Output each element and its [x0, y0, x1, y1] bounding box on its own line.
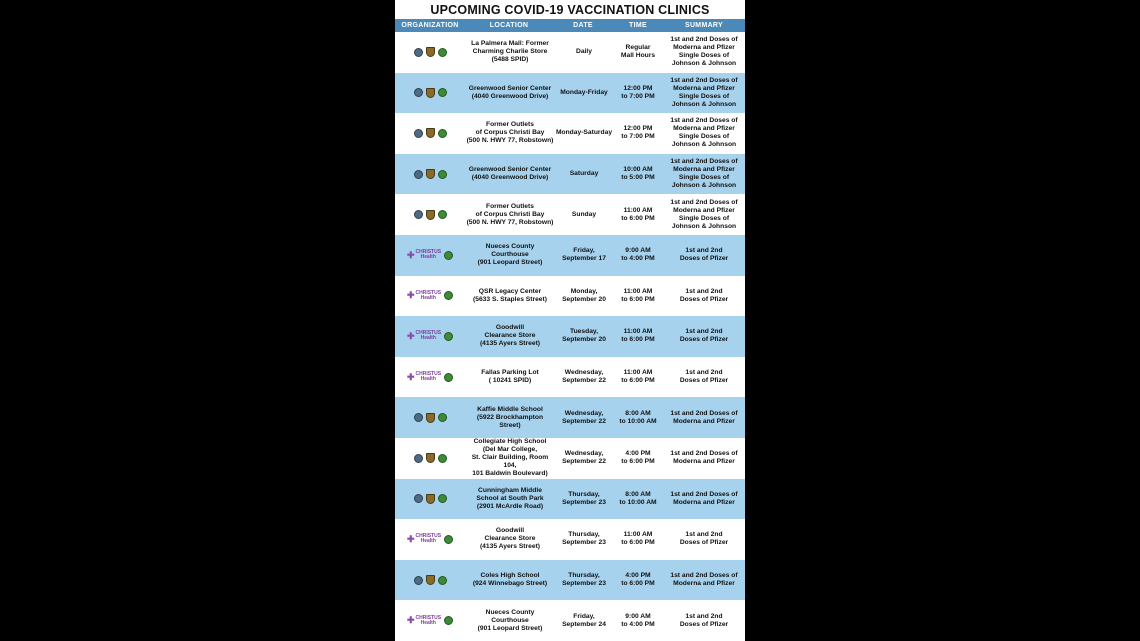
location-cell: Kaffie Middle School (5922 Brockhampton Street) [476, 405, 544, 429]
health-district-seal-icon [444, 373, 453, 382]
christus-label: CHRISTUS Health [415, 614, 442, 626]
date-cell: Monday, September 20 [562, 287, 606, 303]
vaccination-flyer [395, 0, 745, 641]
fire-dept-shield-icon [426, 453, 435, 463]
health-district-seal-icon [444, 332, 453, 341]
fire-dept-shield-icon [426, 47, 435, 57]
health-district-seal-icon [444, 251, 453, 260]
fire-dept-shield-icon [426, 88, 435, 98]
location-cell: Former Outlets of Corpus Christi Bay (500 N. HWY 77, Robstown) [466, 202, 554, 226]
summary-cell: 1st and 2nd Doses of Moderna and Pfizer [670, 450, 738, 466]
summary-cell: 1st and 2nd Doses of Pfizer [679, 247, 729, 263]
date-cell: Monday-Friday [560, 88, 608, 96]
date-cell: Thursday, September 23 [562, 490, 606, 506]
fire-dept-shield-icon [426, 575, 435, 585]
location-cell: QSR Legacy Center (5633 S. Staples Street) [473, 287, 547, 303]
location-cell: Goodwill Clearance Store (4135 Ayers Street) [479, 324, 541, 348]
summary-cell: 1st and 2nd Doses of Moderna and Pfizer [670, 409, 738, 425]
location-cell: Nueces County Courthouse (901 Leopard Street) [477, 243, 543, 267]
city-seal-icon [414, 170, 423, 179]
time-cell: 11:00 AM to 6:00 PM [621, 287, 655, 303]
christus-health-logo [407, 291, 441, 301]
christus-label: CHRISTUS Health [415, 371, 442, 383]
organization-logos [395, 235, 465, 276]
christus-health-logo [407, 250, 441, 260]
organization-logos [395, 600, 465, 641]
date-cell: Wednesday, September 22 [562, 409, 606, 425]
summary-cell: 1st and 2nd Doses of Moderna and Pfizer Single Doses of Johnson & Johnson [670, 117, 738, 149]
summary-cell: 1st and 2nd Doses of Moderna and Pfizer [670, 572, 738, 588]
organization-logos [395, 154, 465, 195]
table-row [395, 560, 745, 601]
summary-cell: 1st and 2nd Doses of Moderna and Pfizer Single Doses of Johnson & Johnson [670, 198, 738, 230]
header-date: DATE [573, 22, 593, 29]
time-cell: 4:00 PM to 6:00 PM [621, 572, 655, 588]
time-cell: 11:00 AM to 6:00 PM [621, 206, 655, 222]
table-row [395, 154, 745, 195]
location-cell: Cunningham Middle School at South Park (2901 McArdle Road) [476, 486, 544, 510]
summary-cell: 1st and 2nd Doses of Pfizer [679, 531, 729, 547]
date-cell: Thursday, September 23 [562, 572, 606, 588]
table-header [395, 19, 745, 32]
date-cell: Friday, September 17 [562, 247, 606, 263]
organization-logos [395, 397, 465, 438]
health-district-seal-icon [438, 48, 447, 57]
organization-logos [395, 316, 465, 357]
fire-dept-shield-icon [426, 128, 435, 138]
location-cell: Greenwood Senior Center (4040 Greenwood Drive) [468, 84, 552, 100]
time-cell: 8:00 AM to 10:00 AM [619, 490, 657, 506]
table-row [395, 519, 745, 560]
location-cell: Nueces County Courthouse (901 Leopard Street) [477, 608, 543, 632]
location-cell: Greenwood Senior Center (4040 Greenwood Drive) [468, 166, 552, 182]
summary-cell: 1st and 2nd Doses of Pfizer [679, 287, 729, 303]
christus-health-logo [407, 331, 441, 341]
date-cell: Thursday, September 23 [562, 531, 606, 547]
city-seal-icon [414, 494, 423, 503]
table-row [395, 600, 745, 641]
organization-logos [395, 560, 465, 601]
header-summary: SUMMARY [684, 22, 723, 29]
christus-health-logo [407, 372, 441, 382]
location-cell: Former Outlets of Corpus Christi Bay (500 N. HWY 77, Robstown) [466, 121, 554, 145]
christus-label: CHRISTUS Health [415, 330, 442, 342]
organization-logos [395, 479, 465, 520]
christus-label: CHRISTUS Health [415, 289, 442, 301]
time-cell: Regular Mall Hours [620, 44, 656, 60]
header-location: LOCATION [489, 22, 529, 29]
cross-icon: ✚ [406, 533, 415, 544]
health-district-seal-icon [438, 88, 447, 97]
city-seal-icon [414, 413, 423, 422]
christus-health-logo [407, 534, 441, 544]
fire-dept-shield-icon [426, 210, 435, 220]
health-district-seal-icon [444, 535, 453, 544]
location-cell: Goodwill Clearance Store (4135 Ayers Street) [479, 527, 541, 551]
christus-health-logo [407, 616, 441, 626]
summary-cell: 1st and 2nd Doses of Pfizer [679, 369, 729, 385]
location-cell: Coles High School (924 Winnebago Street) [472, 572, 548, 588]
time-cell: 11:00 AM to 6:00 PM [621, 369, 655, 385]
organization-logos [395, 357, 465, 398]
table-row [395, 438, 745, 479]
health-district-seal-icon [438, 454, 447, 463]
organization-logos [395, 519, 465, 560]
summary-cell: 1st and 2nd Doses of Pfizer [679, 612, 729, 628]
table-row [395, 113, 745, 154]
time-cell: 10:00 AM to 5:00 PM [621, 166, 655, 182]
health-district-seal-icon [438, 170, 447, 179]
organization-logos [395, 32, 465, 73]
date-cell: Saturday [569, 170, 599, 178]
city-seal-icon [414, 88, 423, 97]
city-seal-icon [414, 576, 423, 585]
summary-cell: 1st and 2nd Doses of Moderna and Pfizer Single Doses of Johnson & Johnson [670, 76, 738, 108]
fire-dept-shield-icon [426, 169, 435, 179]
date-cell: Monday-Saturday [555, 129, 613, 137]
health-district-seal-icon [438, 413, 447, 422]
city-seal-icon [414, 210, 423, 219]
cross-icon: ✚ [406, 290, 415, 301]
flyer-title: UPCOMING COVID-19 VACCINATION CLINICS [430, 3, 710, 17]
time-cell: 12:00 PM to 7:00 PM [621, 84, 655, 100]
cross-icon: ✚ [406, 615, 415, 626]
health-district-seal-icon [444, 291, 453, 300]
city-seal-icon [414, 454, 423, 463]
organization-logos [395, 438, 465, 479]
time-cell: 11:00 AM to 6:00 PM [621, 328, 655, 344]
fire-dept-shield-icon [426, 494, 435, 504]
health-district-seal-icon [438, 494, 447, 503]
time-cell: 11:00 AM to 6:00 PM [621, 531, 655, 547]
summary-cell: 1st and 2nd Doses of Moderna and Pfizer [670, 490, 738, 506]
date-cell: Wednesday, September 22 [562, 369, 606, 385]
location-cell: La Palmera Mall: Former Charming Charlie Store (5488 SPID) [471, 40, 549, 64]
organization-logos [395, 113, 465, 154]
location-cell: Fallas Parking Lot ( 10241 SPID) [481, 369, 539, 385]
table-row [395, 357, 745, 398]
time-cell: 4:00 PM to 6:00 PM [621, 450, 655, 466]
table-row [395, 235, 745, 276]
city-seal-icon [414, 129, 423, 138]
clinic-table [395, 32, 745, 641]
date-cell: Friday, September 24 [562, 612, 606, 628]
summary-cell: 1st and 2nd Doses of Moderna and Pfizer Single Doses of Johnson & Johnson [670, 158, 738, 190]
city-seal-icon [414, 48, 423, 57]
table-row [395, 73, 745, 114]
header-organization: ORGANIZATION [401, 22, 459, 29]
table-row [395, 32, 745, 73]
table-row [395, 316, 745, 357]
fire-dept-shield-icon [426, 413, 435, 423]
time-cell: 12:00 PM to 7:00 PM [621, 125, 655, 141]
time-cell: 8:00 AM to 10:00 AM [619, 409, 657, 425]
health-district-seal-icon [438, 210, 447, 219]
table-row [395, 276, 745, 317]
health-district-seal-icon [444, 616, 453, 625]
christus-label: CHRISTUS Health [415, 249, 442, 261]
time-cell: 9:00 AM to 4:00 PM [621, 612, 655, 628]
table-row [395, 479, 745, 520]
header-time: TIME [629, 22, 647, 29]
table-row [395, 194, 745, 235]
organization-logos [395, 276, 465, 317]
christus-label: CHRISTUS Health [415, 533, 442, 545]
time-cell: 9:00 AM to 4:00 PM [621, 247, 655, 263]
date-cell: Tuesday, September 20 [562, 328, 606, 344]
date-cell: Daily [576, 48, 592, 56]
date-cell: Wednesday, September 22 [562, 450, 606, 466]
summary-cell: 1st and 2nd Doses of Moderna and Pfizer Single Doses of Johnson & Johnson [670, 36, 738, 68]
organization-logos [395, 73, 465, 114]
health-district-seal-icon [438, 129, 447, 138]
cross-icon: ✚ [406, 371, 415, 382]
table-row [395, 397, 745, 438]
location-cell: Collegiate High School (Del Mar College, St. Clair Building, Room 104, 101 Baldwin Boulevard) [471, 438, 549, 478]
summary-cell: 1st and 2nd Doses of Pfizer [679, 328, 729, 344]
cross-icon: ✚ [406, 330, 415, 341]
date-cell: Sunday [571, 210, 597, 218]
cross-icon: ✚ [406, 249, 415, 260]
organization-logos [395, 194, 465, 235]
health-district-seal-icon [438, 576, 447, 585]
